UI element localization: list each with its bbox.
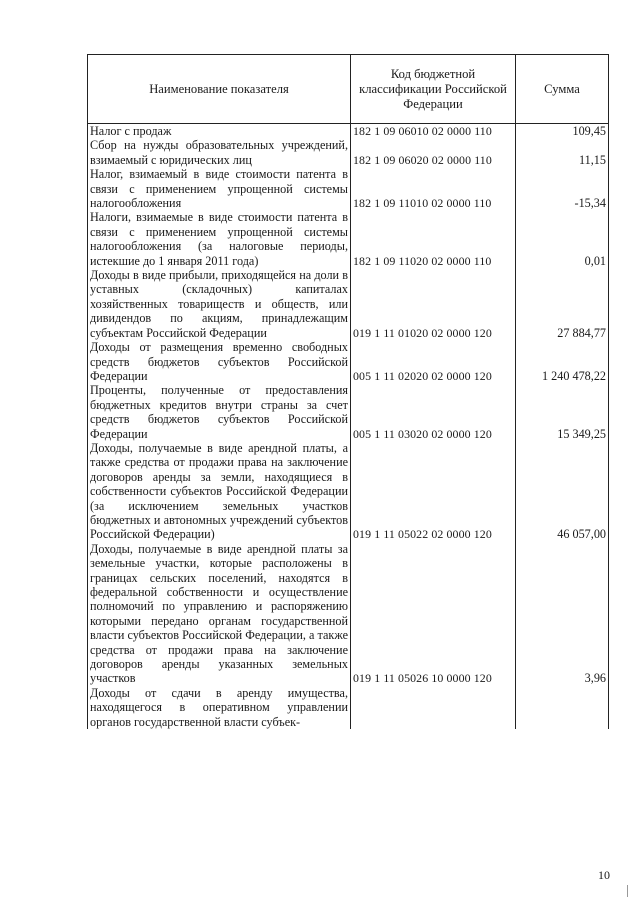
indicator-name-cell: Доходы, получаемые в виде арендной платы, а также средства от продажи права на заключение договоров аренды за земли, находящиеся в собственности субъектов Российской Федерации (за исключением земельных участков бюджетных и автономных учреждений субъектов Российской Федерации)	[88, 441, 351, 542]
indicator-name-cell: Доходы в виде прибыли, приходящейся на доли в уставных (складочных) капиталах хозяйственных товариществ и обществ, или дивидендов по акциям, принадлежащим субъектам Российской Федерации	[88, 268, 351, 340]
budget-code-cell: 019 1 11 01020 02 0000 120	[351, 268, 516, 340]
table-row	[88, 167, 609, 210]
table-row	[88, 542, 609, 686]
table-row	[88, 340, 609, 383]
sum-cell: 109,45	[516, 124, 609, 139]
table-row	[88, 138, 609, 167]
header-indicator-name: Наименование показателя	[88, 55, 351, 124]
sum-cell: -15,34	[516, 167, 609, 210]
sum-cell: 11,15	[516, 138, 609, 167]
table-row	[88, 383, 609, 441]
budget-code-cell: 182 1 09 06020 02 0000 110	[351, 138, 516, 167]
budget-code-cell: 005 1 11 02020 02 0000 120	[351, 340, 516, 383]
budget-code-cell: 019 1 11 05026 10 0000 120	[351, 542, 516, 686]
table-row	[88, 124, 609, 139]
page-number: 10	[598, 868, 610, 882]
table-body	[88, 124, 609, 730]
budget-revenue-table	[87, 54, 609, 729]
sum-cell: 46 057,00	[516, 441, 609, 542]
indicator-name-cell: Доходы от сдачи в аренду имущества, находящегося в оперативном управлении органов государственной власти субъек-	[88, 686, 351, 729]
indicator-name-cell: Налоги, взимаемые в виде стоимости патента в связи с применением упрощенной системы налогообложения (за налоговые периоды, истекшие до 1 января 2011 года)	[88, 210, 351, 268]
budget-code-cell: 182 1 09 11020 02 0000 110	[351, 210, 516, 268]
scan-edge-mark	[627, 885, 628, 897]
table-row	[88, 268, 609, 340]
sum-cell: 15 349,25	[516, 383, 609, 441]
sum-cell: 0,01	[516, 210, 609, 268]
budget-code-cell: 005 1 11 03020 02 0000 120	[351, 383, 516, 441]
indicator-name-cell: Сбор на нужды образовательных учреждений, взимаемый с юридических лиц	[88, 138, 351, 167]
sum-cell: 1 240 478,22	[516, 340, 609, 383]
budget-code-cell: 019 1 11 05022 02 0000 120	[351, 441, 516, 542]
sum-cell: 27 884,77	[516, 268, 609, 340]
budget-code-cell: 182 1 09 06010 02 0000 110	[351, 124, 516, 139]
table-row	[88, 441, 609, 542]
indicator-name-cell: Проценты, полученные от предоставления бюджетных кредитов внутри страны за счет средств бюджетов субъектов Российской Федерации	[88, 383, 351, 441]
indicator-name-cell: Доходы от размещения временно свободных средств бюджетов субъектов Российской Федерации	[88, 340, 351, 383]
indicator-name-cell: Налог, взимаемый в виде стоимости патента в связи с применением упрощенной системы налогообложения	[88, 167, 351, 210]
sum-cell: 3,96	[516, 542, 609, 686]
header-budget-code: Код бюджетной классификации Российской Федерации	[351, 55, 516, 124]
sum-cell	[516, 686, 609, 729]
indicator-name-cell: Доходы, получаемые в виде арендной платы за земельные участки, которые расположены в границах сельских поселений, находятся в федеральной собственности и осуществление полномочий по управлению и распоряжению которыми передано органам государственной власти субъектов Российской Федерации, а также средства от продажи права на заключение договоров аренды указанных земельных участков	[88, 542, 351, 686]
table-header	[88, 55, 609, 124]
table-row	[88, 210, 609, 268]
header-sum: Сумма	[516, 55, 609, 124]
budget-code-cell: 182 1 09 11010 02 0000 110	[351, 167, 516, 210]
indicator-name-cell: Налог с продаж	[88, 124, 351, 139]
table-row	[88, 686, 609, 729]
budget-code-cell	[351, 686, 516, 729]
